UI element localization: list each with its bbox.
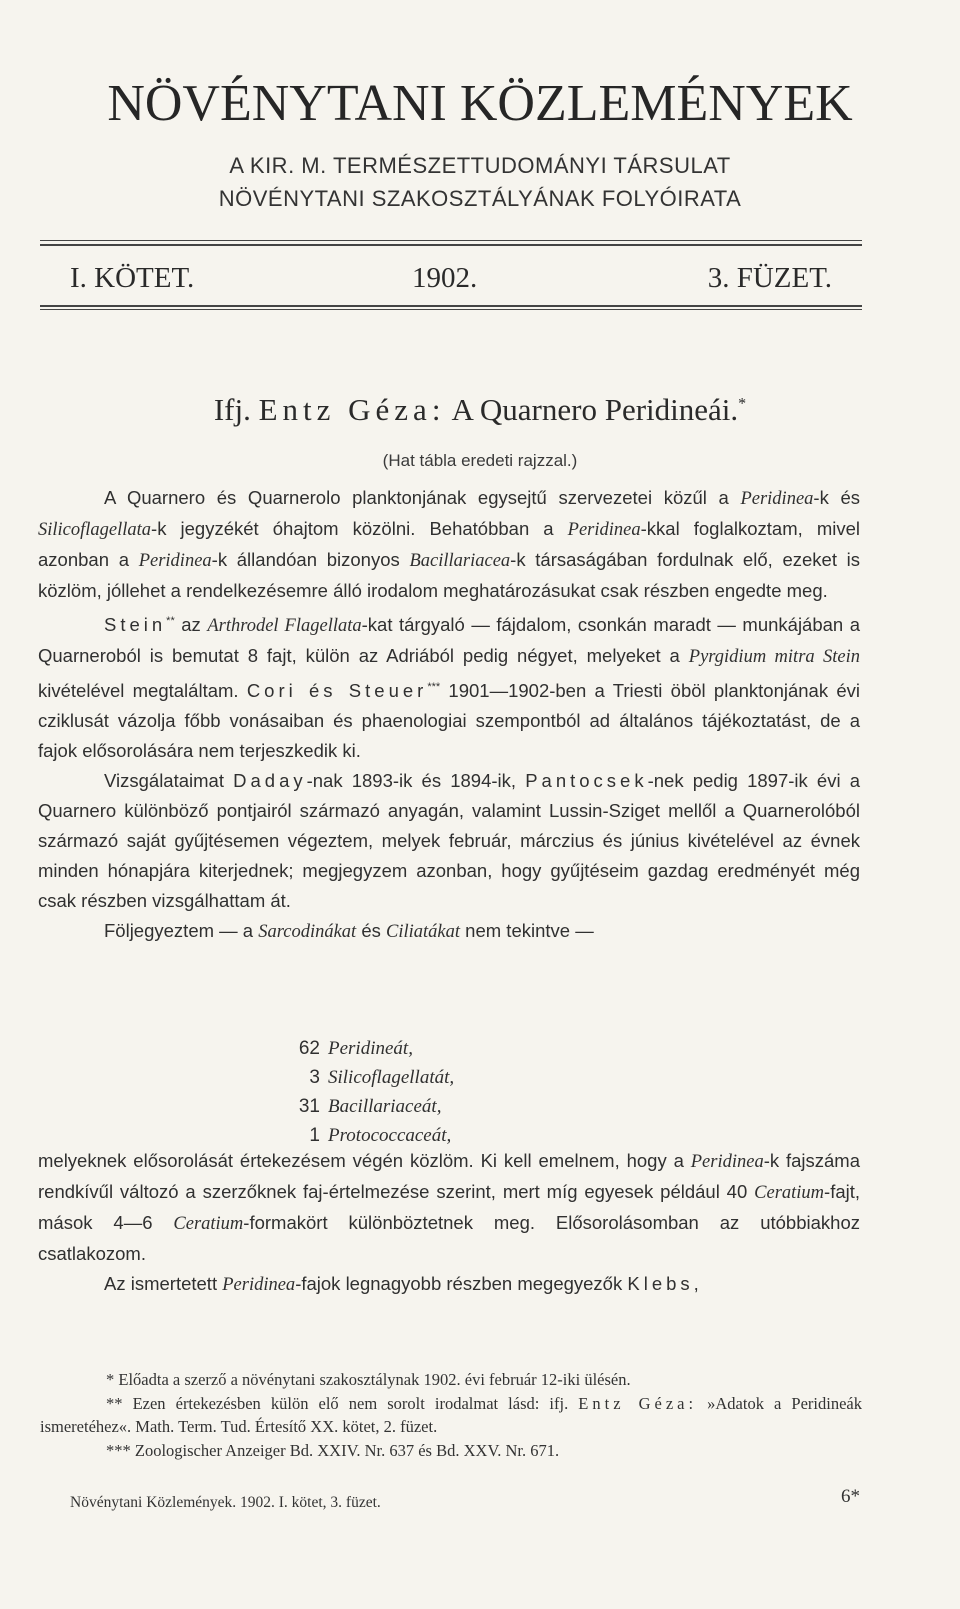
bottom-rule-thick: [40, 305, 862, 307]
top-rule-thin: [40, 240, 862, 241]
article-title: A Quarnero Peridineái.: [451, 392, 739, 427]
journal-subtitle-line2: NÖVÉNYTANI SZAKOSZTÁLYÁNAK FOLYÓIRATA: [218, 186, 742, 211]
title-prefix: Ifj.: [213, 392, 251, 427]
footnote-2: ** Ezen értekezésben külön elő nem sorolt irodalmat lásd: ifj. Entz Géza: »Adatok a Peridineák ismeretéhez«. Math. Term. Tud. Értesítő XX. kötet, 2. füzet.: [40, 1393, 862, 1436]
list-item: 62 Peridineát,: [298, 1038, 413, 1059]
body-upper: [38, 483, 860, 947]
issue-number: 3. FÜZET.: [707, 262, 832, 294]
paragraph-1: A Quarnero és Quarnerolo planktonjának egysejtű szervezetei közűl a Peridinea-k és Silicoflagellata-k jegyzékét óhajtom közölni. Behatóbban a Peridinea-kkal foglalkoztam, mivel azonban a Peridinea-k állandóan bizonyos Bacillariacea-k társaságában fordulnak elő, ezeket is közlöm, jóllehet a rendelkezésemre álló irodalom meghatározásukat csak részben engedte meg.: [38, 487, 861, 601]
footer-citation: Növénytani Közlemények. 1902. I. kötet, 3. füzet.: [70, 1494, 381, 1511]
taxa-count-list: [260, 1034, 454, 1150]
paragraph-4: Följegyeztem — a Sarcodinákat és Ciliatákat nem tekintve —: [104, 920, 594, 943]
article-author: Entz Géza:: [258, 392, 446, 427]
bottom-rule-thin: [40, 309, 862, 310]
paragraph-6: Az ismertetett Peridinea-fajok legnagyobb részben megegyezők Klebs,: [104, 1273, 703, 1295]
top-rule-thick: [40, 244, 862, 246]
list-item: 1 Protococcaceát,: [309, 1125, 452, 1146]
list-item: 31 Bacillariaceát,: [298, 1096, 442, 1117]
volume-year: 1902.: [412, 262, 478, 294]
footnotes: [40, 1368, 862, 1462]
journal-title: NÖVÉNYTANI KÖZLEMÉNYEK: [107, 75, 853, 132]
title-footnote-mark: *: [738, 395, 747, 413]
page-footer: [70, 1486, 860, 1512]
body-lower: [38, 1146, 860, 1300]
footnote-3: *** Zoologischer Anzeiger Bd. XXIV. Nr. 637 és Bd. XXV. Nr. 671.: [106, 1440, 560, 1460]
paragraph-5: melyeknek elősorolását értekezésem végén közlöm. Ki kell emelnem, hogy a Peridinea-k fajszáma rendkívűl változó a szerzőknek faj-értelmezése szerint, mert míg egyesek például 40 Ceratium-fajt, mások 4—6 Ceratium-formakört különböztetnek meg. Elősorolásomban az utóbbiakhoz csatlakozom.: [38, 1150, 861, 1264]
volume-number: I. KÖTET.: [70, 262, 195, 294]
list-item: 3 Silicoflagellatát,: [309, 1067, 455, 1088]
journal-subtitle-line1: A KIR. M. TERMÉSZETTUDOMÁNYI TÁRSULAT: [229, 153, 731, 178]
footnote-1: * Előadta a szerző a növénytani szakosztálynak 1902. évi február 12-iki ülésén.: [106, 1370, 631, 1389]
signature-mark: 6*: [841, 1486, 860, 1507]
paragraph-3: Vizsgálataimat Daday-nak 1893-ik és 1894-ik, Pantocsek-nek pedig 1897-ik évi a Quarnero különböző pontjairól származó anyagán, valamint Lussin-Sziget mellől a Quarnerolóból származó saját gyűjtésemen végeztem, melyek február, márczius és június kivételével az évnek minden hónapjára kiterjednek; megjegyzem azonban, hogy gyűjtéseim gazdag eredményét még csak részben vizsgálhattam át.: [38, 770, 860, 912]
paragraph-2: Stein** az Arthrodel Flagellata-kat tárgyaló — fájdalom, csonkán maradt — munkájában a Quarneroból is bemutat 8 fajt, külön az Adriából pedig négyet, melyeket a Pyrgidium mitra Stein kivételével megtaláltam. Cori és Steuer*** 1901—1902-ben a Triesti öböl planktonjának évi cziklusát vázolja főbb vonásaiban és phaenologiai szempontból ad általános tájékoztatást, de a fajok elősorolására nem terjeszkedik ki.: [38, 614, 861, 762]
volume-row: [40, 262, 862, 298]
plates-note: (Hat tábla eredeti rajzzal.): [382, 451, 578, 470]
article-heading: [40, 392, 920, 428]
